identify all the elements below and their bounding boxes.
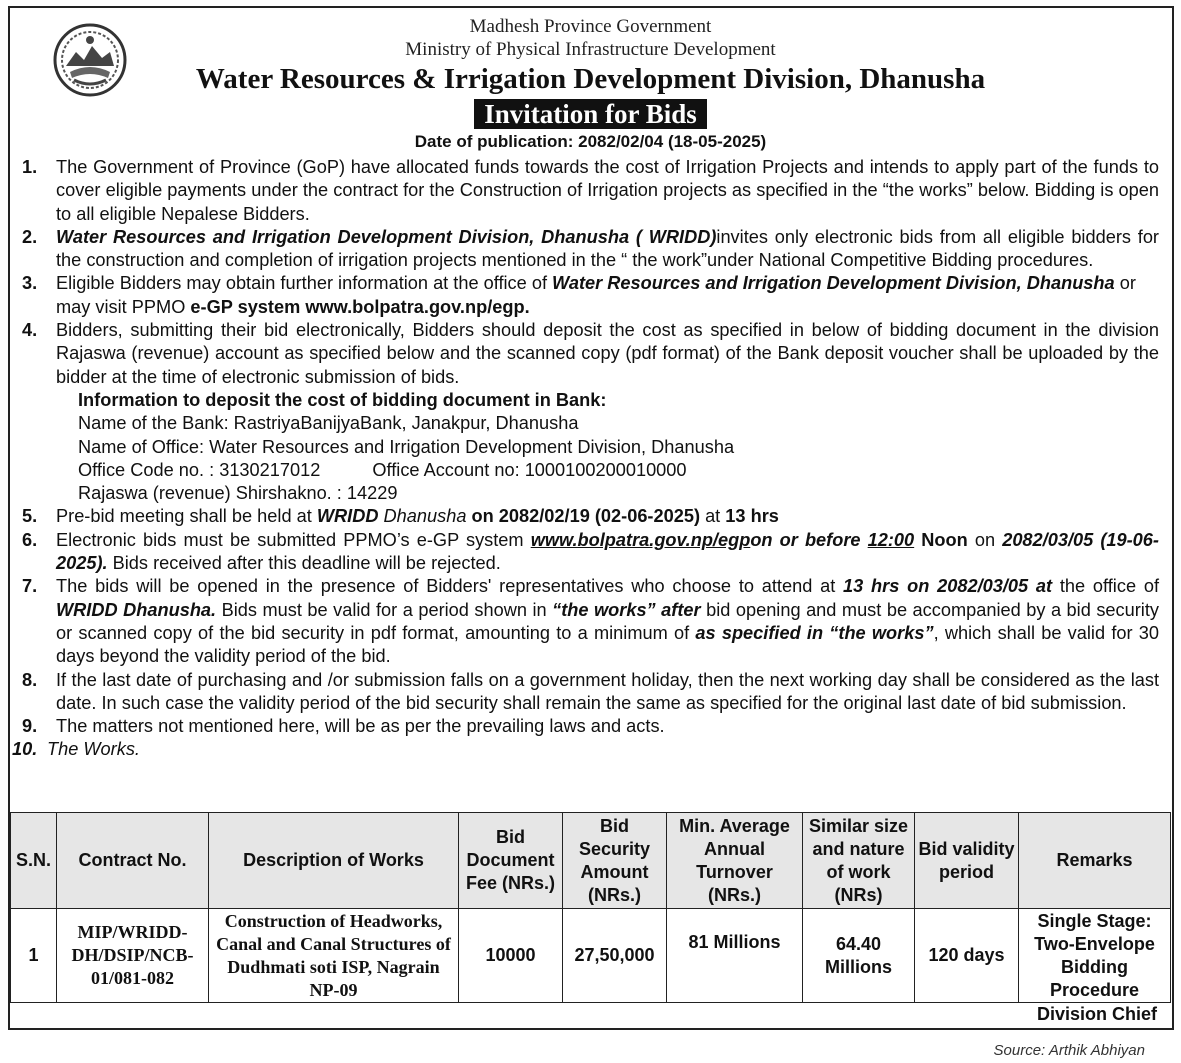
prebid-date: on 2082/02/19 (02-06-2025) [466, 506, 701, 527]
col-header-sn: S.N. [11, 813, 57, 909]
deadline-date: 2082/03/05 (19-06-2025). [56, 529, 1159, 574]
bank-info-heading: Information to deposit the cost of bidding document in Bank: [78, 389, 607, 410]
clause-text: Pre-bid meeting shall be held at [56, 506, 317, 527]
clause-text: Bids received after this deadline will be rejected. [107, 553, 501, 574]
division-name-emphasis: Water Resources and Irrigation Development Division, Dhanusha ( WRIDD) [56, 226, 717, 247]
clause-3 [22, 272, 1159, 319]
cell-fee: 10000 [459, 909, 563, 1003]
deadline-text: on or before [750, 529, 868, 550]
clause-number: 1. [22, 157, 38, 177]
col-header-description: Description of Works [209, 813, 459, 909]
works-table [10, 812, 1171, 1003]
cell-sn: 1 [11, 909, 57, 1003]
clause-10 [12, 738, 1159, 761]
clause-text: , which shall be valid for 30 days beyond the validity period of the bid. [56, 622, 1160, 667]
clause-1 [22, 156, 1159, 226]
bank-name: Name of the Bank: RastriyaBanijyaBank, Janakpur, Dhanusha [78, 413, 579, 434]
cell-security: 27,50,000 [563, 909, 667, 1003]
table-header-row [11, 813, 1171, 909]
division-title: Water Resources & Irrigation Development Division, Dhanusha [195, 63, 986, 95]
col-header-turnover: Min. Average Annual Turnover (NRs.) [667, 813, 803, 909]
cell-description: Construction of Headworks, Canal and Canal Structures of Dudhmati soti ISP, Nagrain NP-09 [209, 909, 459, 1003]
dhanusha-label: Dhanusha [378, 506, 467, 527]
clause-number: 3. [22, 273, 38, 294]
bank-info [22, 389, 1159, 505]
clause-number: 5. [22, 506, 38, 527]
clause-text: Bidders, submitting their bid electronically, Bidders should deposit the cost as specified in below of bidding document in the division Rajaswa (revenue) account as specified below and the scanned copy (pdf format) of the Bank deposit voucher shall be uploaded by the bidder at the time of electronic submission of bids. [56, 320, 1159, 387]
clause-text: The matters not mentioned here, will be as per the prevailing laws and acts. [56, 716, 665, 737]
clause-text: on [967, 529, 1003, 550]
signer: Division Chief [1036, 1004, 1157, 1024]
rajaswa-heading-no: Rajaswa (revenue) Shirshakno. : 14229 [78, 483, 398, 504]
cell-turnover: 81 Millions [667, 909, 803, 1003]
clause-text: The Works. [47, 739, 140, 760]
col-header-validity: Bid validity period [915, 813, 1019, 909]
col-header-fee: Bid Document Fee (NRs.) [459, 813, 563, 909]
clause-6 [22, 529, 1159, 576]
opening-office: WRIDD Dhanusha. [56, 599, 217, 620]
ministry-name: Ministry of Physical Infrastructure Development [405, 39, 776, 60]
publication-date: Date of publication: 2082/02/04 (18-05-2025) [414, 132, 767, 151]
clause-number: 2. [22, 226, 38, 247]
clause-number: 7. [22, 576, 38, 597]
clause-number: 8. [22, 669, 38, 690]
egp-link[interactable]: e-GP system www.bolpatra.gov.np/egp. [190, 296, 530, 317]
clause-text: The Government of Province (GoP) have allocated funds towards the cost of Irrigation Projects and intends to apply part of the funds to cover eligible payments under the contract for the Construction of Irrigation projects as specified in the “the works” below. Bidding is open to all eligible Nepalese Bidders. [56, 157, 1159, 224]
government-name: Madhesh Province Government [469, 16, 712, 37]
clause-list [12, 156, 1160, 762]
clause-text: the office of [1052, 576, 1159, 597]
clause-number: 6. [22, 529, 38, 550]
col-header-security: Bid Security Amount (NRs.) [563, 813, 667, 909]
clause-text: Eligible Bidders may obtain further information at the office of [56, 273, 553, 294]
cell-contract: MIP/WRIDD-DH/DSIP/NCB-01/081-082 [57, 909, 209, 1003]
clause-text: Bids must be valid for a period shown in [216, 599, 553, 620]
invitation-title: Invitation for Bids [474, 99, 707, 129]
cell-validity: 120 days [915, 909, 1019, 1003]
deadline-noon: Noon [914, 529, 968, 550]
source-credit: Source: Arthik Abhiyan [993, 1042, 1145, 1059]
wridd-label: WRIDD [316, 506, 379, 527]
clause-5 [22, 505, 1159, 528]
clause-text: Electronic bids must be submitted PPMO’s e-GP system [56, 529, 531, 550]
clause-2 [22, 226, 1159, 273]
office-name-emphasis: Water Resources and Irrigation Development Division, Dhanusha [552, 273, 1115, 294]
clause-text: The bids will be opened in the presence of Bidders' representatives who choose to attend at [56, 576, 844, 597]
col-header-contract: Contract No. [57, 813, 209, 909]
cell-remarks: Single Stage: Two-Envelope Bidding Procedure [1019, 909, 1171, 1003]
office-code: Office Code no. : 3130217012 [78, 459, 321, 480]
clause-4 [22, 319, 1159, 389]
col-header-remarks: Remarks [1019, 813, 1171, 909]
prebid-time: 13 hrs [725, 506, 779, 527]
clause-text: If the last date of purchasing and /or submission falls on a government holiday, then the next working day shall be considered as the last date. In such case the validity period of the bid security shall remain the same as specified for the original last date of bid submission. [56, 669, 1159, 713]
bolpatra-link[interactable]: www.bolpatra.gov.np/egp [530, 529, 751, 550]
security-reference: as specified in “the works” [695, 622, 934, 643]
clause-text: bid opening and must be accompanied by a bid security or scanned copy of the bid security in pdf format, amounting to a minimum of [56, 599, 1159, 643]
clause-9 [22, 715, 1159, 738]
clause-number: 9. [22, 716, 38, 737]
cell-similar-work: 64.40 Millions [803, 909, 915, 1003]
opening-time: 13 hrs on 2082/03/05 at [843, 576, 1053, 597]
table-row [11, 909, 1171, 1003]
col-header-similar-work: Similar size and nature of work (NRs) [803, 813, 915, 909]
clause-7 [22, 575, 1159, 668]
clause-number: 4. [22, 320, 38, 341]
clause-8 [22, 669, 1159, 716]
clause-text: or may visit PPMO [56, 273, 1136, 317]
deadline-time: 12:00 [867, 529, 915, 550]
validity-reference: “the works” after [552, 599, 701, 620]
clause-number: 10. [12, 739, 38, 760]
clause-text: at [700, 506, 726, 527]
clause-text: invites only electronic bids from all eligible bidders for the construction and completion of irrigation projects mentioned in the “ the work”under National Competitive Bidding procedures. [56, 226, 1159, 271]
account-number: Office Account no: 1000100200010000 [372, 459, 687, 480]
office-name: Name of Office: Water Resources and Irrigation Development Division, Dhanusha [78, 436, 735, 457]
